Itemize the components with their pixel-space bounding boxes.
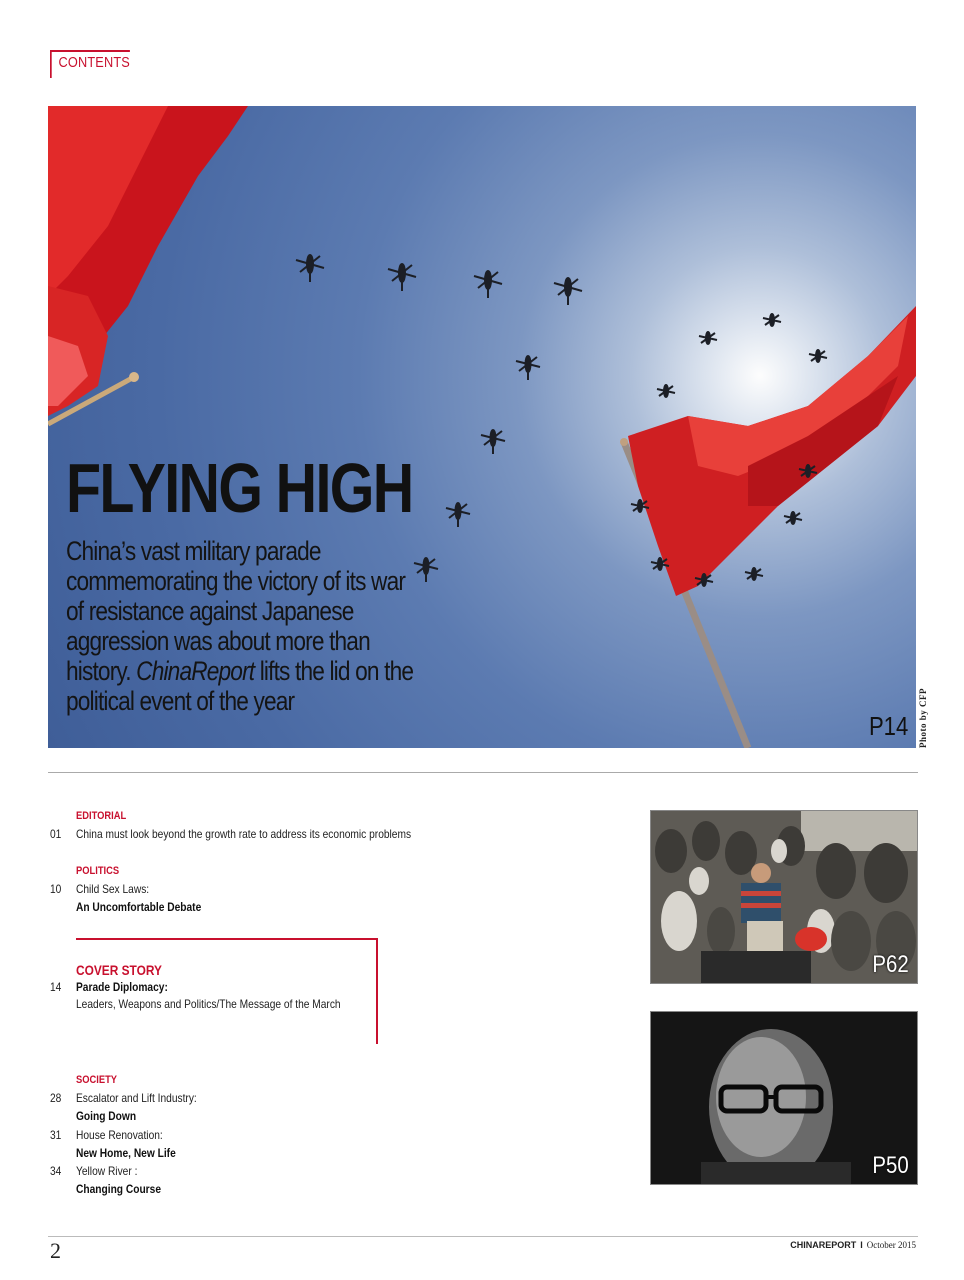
toc-headline-society-3[interactable]: Changing Course (76, 1182, 162, 1196)
toc-page-number: 34 (50, 1164, 62, 1178)
section-label: CONTENTS (50, 50, 130, 78)
magazine-name: ChinaReport (136, 656, 255, 686)
footer-separator: I (860, 1240, 863, 1250)
section-cover-story: COVER STORY (76, 962, 162, 978)
section-society: SOCIETY (76, 1074, 118, 1086)
toc-headline-politics[interactable]: An Uncomfortable Debate (76, 900, 202, 914)
toc-entry-society-3[interactable]: Yellow River : (76, 1164, 138, 1178)
brand-name: CHINAREPORT (790, 1240, 857, 1250)
photo-credit: Photo by CFP (918, 688, 928, 748)
cover-story-frame (76, 938, 378, 1044)
cover-hero[interactable] (48, 106, 916, 748)
toc-page-number: 14 (50, 980, 62, 994)
toc-sub-cover-story[interactable]: Leaders, Weapons and Politics/The Message of the March (76, 997, 341, 1011)
toc-entry-society-1[interactable]: Escalator and Lift Industry: (76, 1091, 197, 1105)
toc-headline-society-2[interactable]: New Home, New Life (76, 1146, 176, 1160)
page-number: 2 (50, 1238, 61, 1263)
footer-publication (790, 1240, 916, 1250)
cover-deck: China’s vast military parade commemorating the victory of its war of resistance against Japanese aggression was about more than history. ChinaReport lifts the lid on the political event of the year (66, 536, 414, 716)
toc-page-number: 31 (50, 1128, 62, 1142)
thumb-p50[interactable] (650, 1011, 918, 1185)
thumb-page-ref: P62 (872, 951, 909, 978)
toc-page-number: 28 (50, 1091, 62, 1105)
cover-page-ref[interactable]: P14 (868, 711, 908, 741)
section-politics: POLITICS (76, 865, 120, 877)
toc-page-number: 01 (50, 827, 62, 841)
divider (48, 772, 918, 773)
cover-headline: FLYING HIGH (66, 449, 413, 527)
issue-date: October 2015 (866, 1240, 916, 1250)
toc-entry-editorial[interactable]: China must look beyond the growth rate to address its economic problems (76, 827, 412, 841)
toc-entry-society-2[interactable]: House Renovation: (76, 1128, 163, 1142)
thumb-page-ref: P50 (872, 1152, 909, 1179)
thumb-p62[interactable] (650, 810, 918, 984)
footer-divider (48, 1236, 918, 1237)
toc-headline-society-1[interactable]: Going Down (76, 1109, 137, 1123)
toc-entry-politics[interactable]: Child Sex Laws: (76, 882, 150, 896)
section-editorial: EDITORIAL (76, 810, 127, 822)
toc-page-number: 10 (50, 882, 62, 896)
toc-entry-cover-story[interactable]: Parade Diplomacy: (76, 980, 168, 994)
